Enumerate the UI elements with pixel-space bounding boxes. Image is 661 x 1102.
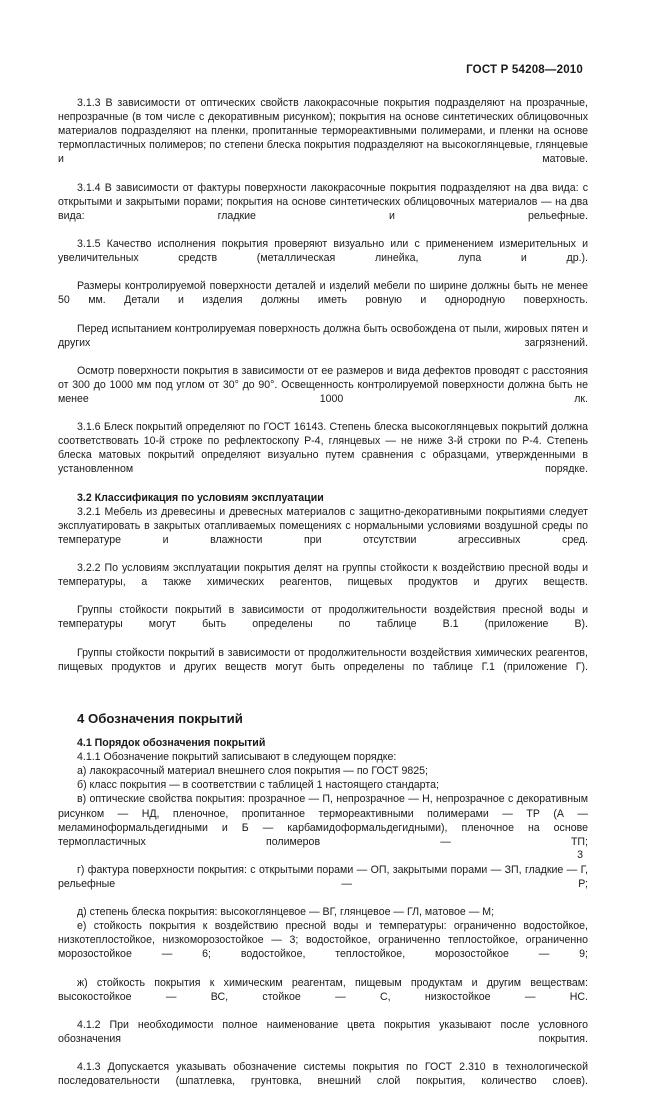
list-item-zh: ж) стойкость покрытия к химическим реагентам, пищевым продуктам и другим веществам: высокостойкое — ВС, стойкое — С, низкостойкое — НС. <box>58 976 588 1003</box>
list-item-g: г) фактура поверхности покрытия: с открытыми порами — ОП, закрытыми порами — ЗП, гладкие — Г, рельефные — Р; <box>58 863 588 890</box>
list-item-d: д) степень блеска покрытия: высокоглянцевое — ВГ, глянцевое — ГЛ, матовое — М; <box>77 906 495 919</box>
paragraph-inspection: Осмотр поверхности покрытия в зависимости от ее размеров и вида дефектов проводят с расстояния от 300 до 1000 мм под углом от 30° до 90°. Освещенность контролируемой поверхности должна быть не менее 1000 лк. <box>58 364 588 405</box>
page-body <box>58 96 588 1102</box>
paragraph-water-groups: Группы стойкости покрытий в зависимости от продолжительности воздействия пресной воды и температуры могут быть определены по таблице В.1 (приложение В). <box>58 604 588 631</box>
paragraph-3-1-6: 3.1.6 Блеск покрытий определяют по ГОСТ 16143. Степень блеска высокоглянцевых покрытий должна соответствовать 10-й строке по рефлектоскопу Р-4, глянцевых — не ниже 3-й строки по Р-4. Степень блеска матовых покрытий определяют визуально путем сравнения с образцами, утвержденными в установленном порядке. <box>58 421 588 476</box>
list-item-e: е) стойкость покрытия к воздействию пресной воды и температуры: ограниченно водостойкое, низкотеплостойкое, низкоморозостойкое — 3; водостойкое, ограниченно теплостойкое, ограниченно морозостойкое — 6; водостойкое, теплостойкое, морозостойкое — 9; <box>58 920 588 961</box>
paragraph-chemical-groups: Группы стойкости покрытий в зависимости от продолжительности воздействия химических реагентов, пищевых продуктов и других веществ могут быть определены по таблице Г.1 (приложение Г). <box>58 646 588 673</box>
document-code: ГОСТ Р 54208—2010 <box>466 64 583 76</box>
paragraph-3-1-4: 3.1.4 В зависимости от фактуры поверхности лакокрасочные покрытия подразделяют на два вида: с открытыми и закрытыми порами; покрытия на основе синтетических облицовочных материалов — на два вида: гладкие и рельефные. <box>58 181 588 222</box>
list-item-v: в) оптические свойства покрытия: прозрачное — П, непрозрачное — Н, непрозрачное с декоративным рисунком — НД, пленочное, пропитанное термореактивными полимерами — ТР (А — меламиноформальдегидными и Б — карбамидоформальдегидными), пленочное на основе термопластичных полимеров — ТП; <box>58 793 588 848</box>
paragraph-3-2-2: 3.2.2 По условиям эксплуатации покрытия делят на группы стойкости к воздействию пресной воды и температуры, а также химических реагентов, пищевых продуктов и других веществ. <box>58 562 588 589</box>
paragraph-surface-size: Размеры контролируемой поверхности деталей и изделий мебели по ширине должны быть не менее 50 мм. Детали и изделия должны иметь ровную и однородную поверхность. <box>58 280 588 307</box>
paragraph-3-2-1: 3.2.1 Мебель из древесины и древесных материалов с защитно-декоративными покрытиями следует эксплуатировать в закрытых отапливаемых помещениях с нормальными условиями воздушной среды по температуре и влажности при отсутствии агрессивных сред. <box>58 505 588 546</box>
paragraph-4-1-2: 4.1.2 При необходимости полное наименование цвета покрытия указывают после условного обозначения покрытия. <box>58 1018 588 1045</box>
subsection-heading-4-1: 4.1 Порядок обозначения покрытий <box>77 737 266 750</box>
paragraph-3-1-5: 3.1.5 Качество исполнения покрытия проверяют визуально или с применением измерительных и увеличительных средств (металлическая линейка, лупа и др.). <box>58 237 588 265</box>
paragraph-4-1-1: 4.1.1 Обозначение покрытий записывают в следующем порядке: <box>77 751 397 764</box>
subsection-heading-3-2: 3.2 Классификация по условиям эксплуатации <box>77 491 324 504</box>
page-number: 3 <box>577 849 583 861</box>
section-heading-4: 4 Обозначения покрытий <box>77 710 243 726</box>
paragraph-4-1-3: 4.1.3 Допускается указывать обозначение системы покрытия по ГОСТ 2.310 в технологической последовательности (шпатлевка, грунтовка, внешний слой покрытия, количество слоев). <box>58 1061 588 1088</box>
paragraph-3-1-3: 3.1.3 В зависимости от оптических свойств лакокрасочные покрытия подразделяют на прозрачные, непрозрачные (в том числе с декоративным рисунком); покрытия на основе синтетических облицовочных материалов подразделяют на пленки, пропитанные термореактивными полимерами, и пленки на основе термопластичных полимеров; по степени блеска покрытия подразделяют на высокоглянцевые, глянцевые и матовые. <box>58 97 588 166</box>
paragraph-cleaning: Перед испытанием контролируемая поверхность должна быть освобождена от пыли, жировых пятен и других загрязнений. <box>58 322 588 349</box>
list-item-a: а) лакокрасочный материал внешнего слоя покрытия — по ГОСТ 9825; <box>77 765 428 778</box>
list-item-b: б) класс покрытия — в соответствии с таблицей 1 настоящего стандарта; <box>77 779 439 792</box>
